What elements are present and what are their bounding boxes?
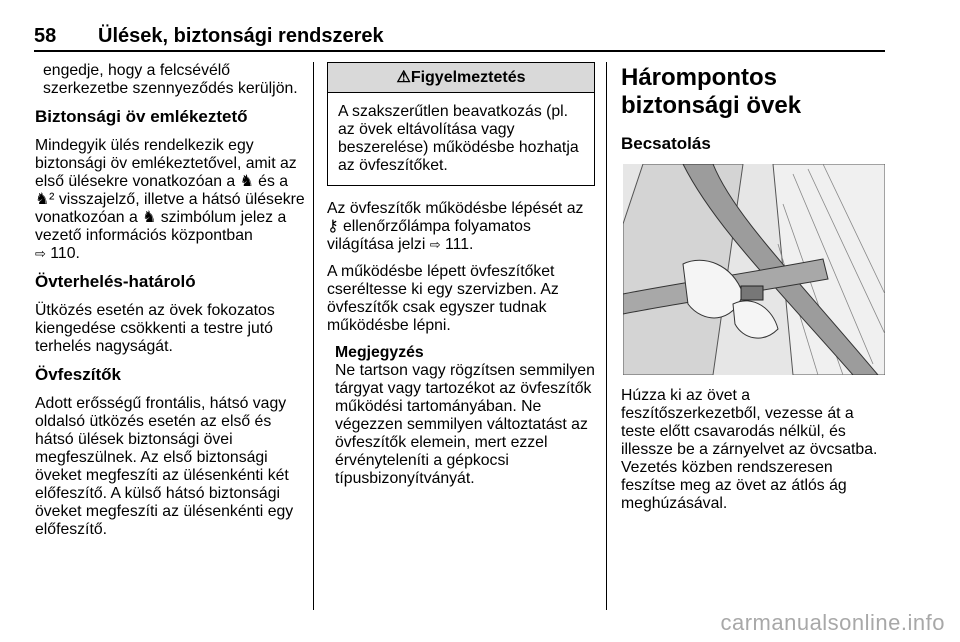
warning-title: Figyelmeztetés (410, 69, 526, 86)
page-ref[interactable]: 111. (445, 236, 474, 253)
column-3 (621, 62, 891, 522)
header-rule (34, 50, 885, 52)
heading-limiter: Övterhelés-határoló (35, 272, 196, 291)
seatbelt-rear-icon: ♞² (35, 191, 55, 208)
paragraph-fastening: Húzza ki az övet a feszítőszerkezetből, vezesse át a teste előtt csavarodás nélkül, és illessze be a zárnyelvet az övcsatba. Vezetés közben rendszeresen feszítse meg az övet az átlós ág meghúzásával. (621, 387, 878, 512)
warning-body: A szakszerűtlen beavatkozás (pl. az övek eltávolítása vagy beszerelése) működésbe hozhatja az övfeszítőket. (338, 103, 579, 174)
page-header (34, 25, 384, 48)
heading-seatbelt-reminder: Biztonsági öv emlékeztető (35, 107, 248, 126)
column-divider-1 (313, 62, 314, 610)
arrow-icon: ⇨ (429, 237, 441, 252)
heading-three-point-belts: Hárompontos biztonsági övek (621, 64, 802, 119)
seatbelt-illustration (623, 164, 885, 375)
column-1 (35, 62, 305, 548)
paragraph-replace: A működésbe lépett övfeszítőket cseréltesse ki egy szervizben. Az övfeszítők csak egyszer tudnak működésbe lépni. (327, 263, 559, 334)
note-body: Ne tartson vagy rögzítsen semmilyen tárgyat vagy tartozékot az övfeszítők működési tartományában. Ne végezzen semmilyen változtatást az övfeszítők elemein, mert ezzel érvényteleníti a gépkocsi típusbizonyítványát. (335, 362, 595, 487)
note (327, 344, 595, 488)
page-ref[interactable]: 110. (50, 245, 80, 262)
continued-text: engedje, hogy a felcsévélő szerkezetbe szennyeződés kerüljön. (43, 62, 298, 97)
paragraph-tensioner-lamp: Az övfeszítők működésbe lépését az ⚷ ellenőrzőlámpa folyamatos világítása jelzi ⇨ 111. (327, 200, 584, 253)
arrow-icon: ⇨ (35, 246, 46, 261)
warning-box (327, 62, 595, 186)
chapter-title: Ülések, biztonsági rendszerek (98, 25, 384, 47)
heading-fastening: Becsatolás (621, 134, 711, 153)
column-divider-2 (606, 62, 607, 610)
seatbelt-icon: ♞ (142, 209, 157, 226)
column-2 (327, 62, 595, 488)
page-number: 58 (34, 25, 57, 47)
paragraph-reminder: Mindegyik ülés rendelkezik egy biztonsági öv emlékeztetővel, amit az első ülésekre vonatkozóan a ♞ és a ♞² visszajelző, illetve a hátsó ülésekre vonatkozóan a ♞ szimbólum jelez a vezető információs központban ⇨ 110. (35, 137, 305, 262)
tensioner-lamp-icon: ⚷ (327, 218, 339, 235)
paragraph-limiter: Ütközés esetén az övek fokozatos kiengedése csökkenti a testre jutó terhelés nagyságát. (35, 302, 275, 355)
watermark: carmanualsonline.info (720, 610, 945, 635)
warning-icon: ⚠ (396, 69, 411, 86)
note-title: Megjegyzés (335, 344, 424, 361)
paragraph-tensioner: Adott erősségű frontális, hátsó vagy oldalsó ütközés esetén az első és hátsó ülések biztonsági övei megfeszülnek. Az első biztonsági öveket megfeszíti az ülésenkénti két előfeszítő. A külső hátsó biztonsági öveket megfeszíti az ülésenkénti egy előfeszítő. (35, 395, 294, 538)
heading-tensioner: Övfeszítők (35, 365, 121, 384)
warning-header (328, 63, 594, 93)
seatbelt-icon: ♞ (239, 173, 254, 190)
